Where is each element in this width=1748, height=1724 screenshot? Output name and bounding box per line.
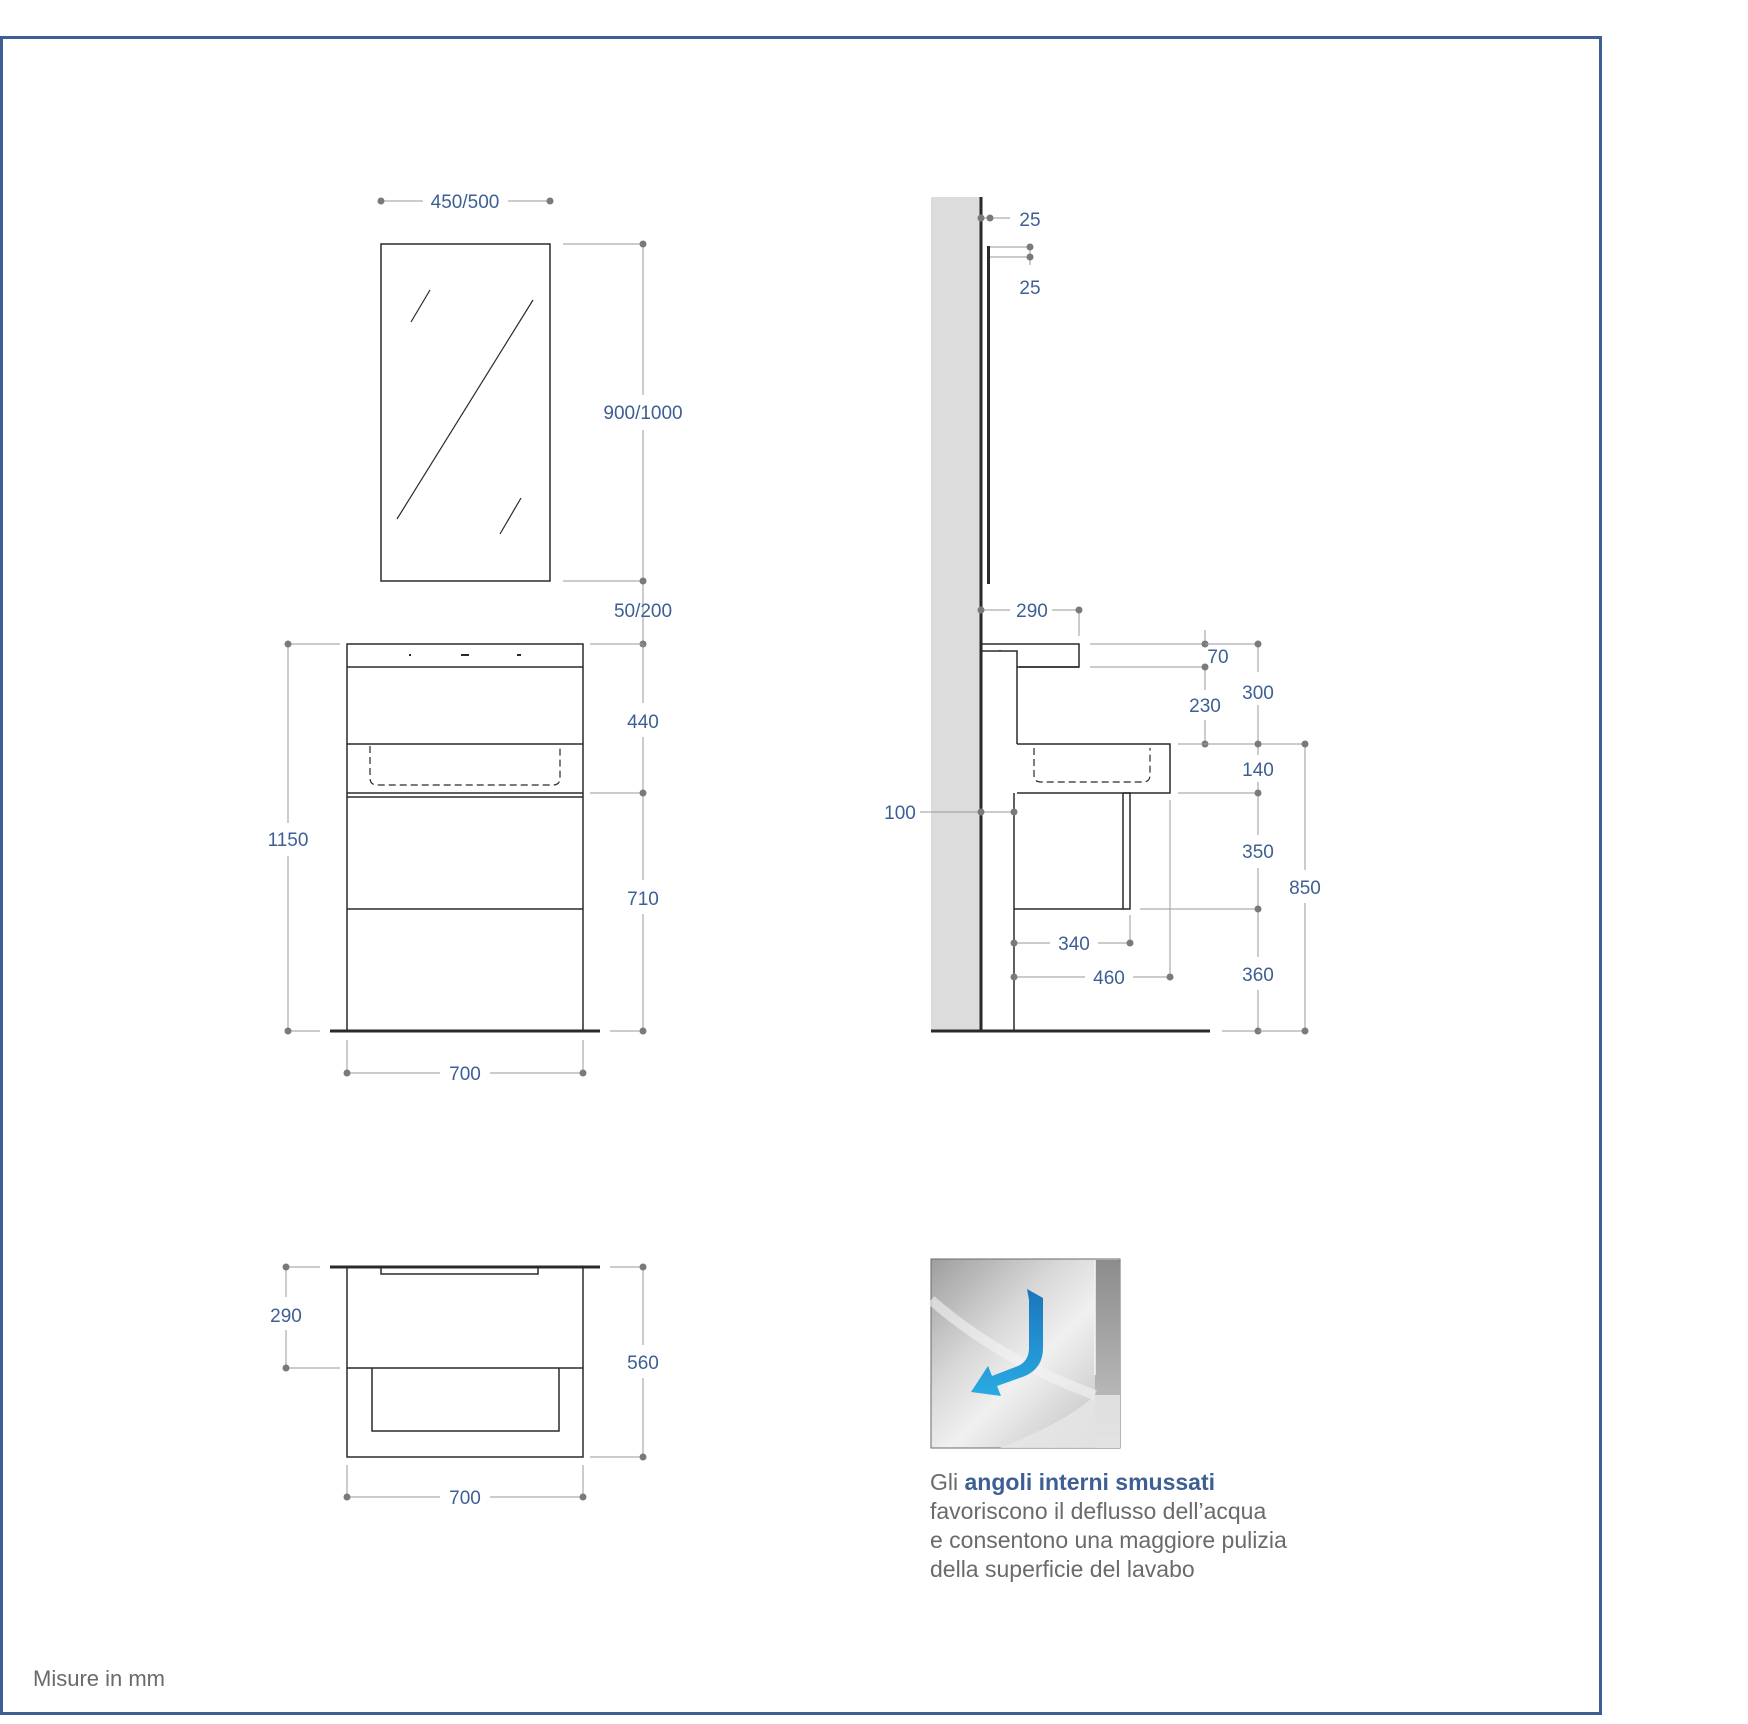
dim-label-front-total-height: 1150 xyxy=(267,830,309,851)
dim-label-front-width: 700 xyxy=(449,1064,481,1085)
mirror-front-view xyxy=(381,244,550,581)
dim-label-side-shelf-depth: 290 xyxy=(1016,601,1048,622)
chamfer-caption xyxy=(930,1468,1390,1584)
dim-label-front-lower: 710 xyxy=(627,889,659,910)
dim-label-mirror-height: 900/1000 xyxy=(603,403,683,424)
dim-label-side-floor-clearance: 360 xyxy=(1242,965,1274,986)
units-note: Misure in mm xyxy=(33,1666,166,1691)
dim-label-top-width: 700 xyxy=(449,1488,481,1509)
vanity-top-view xyxy=(330,1267,600,1457)
caption-prefix: Gli xyxy=(930,1469,965,1495)
dim-label-side-shelf-thickness: 70 xyxy=(1207,647,1229,668)
dim-label-front-upper: 440 xyxy=(627,712,659,733)
dim-label-side-total-height: 850 xyxy=(1289,878,1321,899)
chamfered-corner-detail-image xyxy=(931,1259,1120,1448)
caption-highlight: angoli interni smussati xyxy=(964,1469,1215,1495)
caption-line-3: e consentono una maggiore pulizia xyxy=(930,1527,1287,1553)
dim-label-top-sink-depth: 290 xyxy=(270,1306,302,1327)
caption-line-2: favoriscono il deflusso dell’acqua xyxy=(930,1498,1267,1524)
side-view xyxy=(931,197,1210,1031)
dim-label-side-drawer-depth: 340 xyxy=(1058,934,1090,955)
dim-label-side-shelf-to-basin: 300 xyxy=(1242,683,1274,704)
vanity-front-view xyxy=(330,644,600,1031)
dim-label-mirror-offset: 50/200 xyxy=(613,601,673,622)
dim-front-upper-lower xyxy=(590,644,647,1035)
dim-mirror-height xyxy=(563,241,647,648)
dim-label-side-shelf-gap: 230 xyxy=(1189,696,1221,717)
dim-label-side-drawer-height: 350 xyxy=(1242,842,1274,863)
dim-label-mirror-width: 450/500 xyxy=(430,192,500,213)
caption-line-4: della superficie del lavabo xyxy=(930,1556,1195,1582)
dim-label-side-basin-depth: 460 xyxy=(1093,968,1125,989)
dim-label-top-total-depth: 560 xyxy=(627,1353,659,1374)
dim-label-side-mirror-thickness: 25 xyxy=(1019,278,1041,299)
dim-label-side-mirror-gap: 25 xyxy=(1019,210,1041,231)
wall xyxy=(931,197,981,1031)
dim-label-side-basin-height: 140 xyxy=(1242,760,1274,781)
dim-label-side-wall-offset: 100 xyxy=(884,803,916,824)
mirror-side xyxy=(987,246,990,584)
